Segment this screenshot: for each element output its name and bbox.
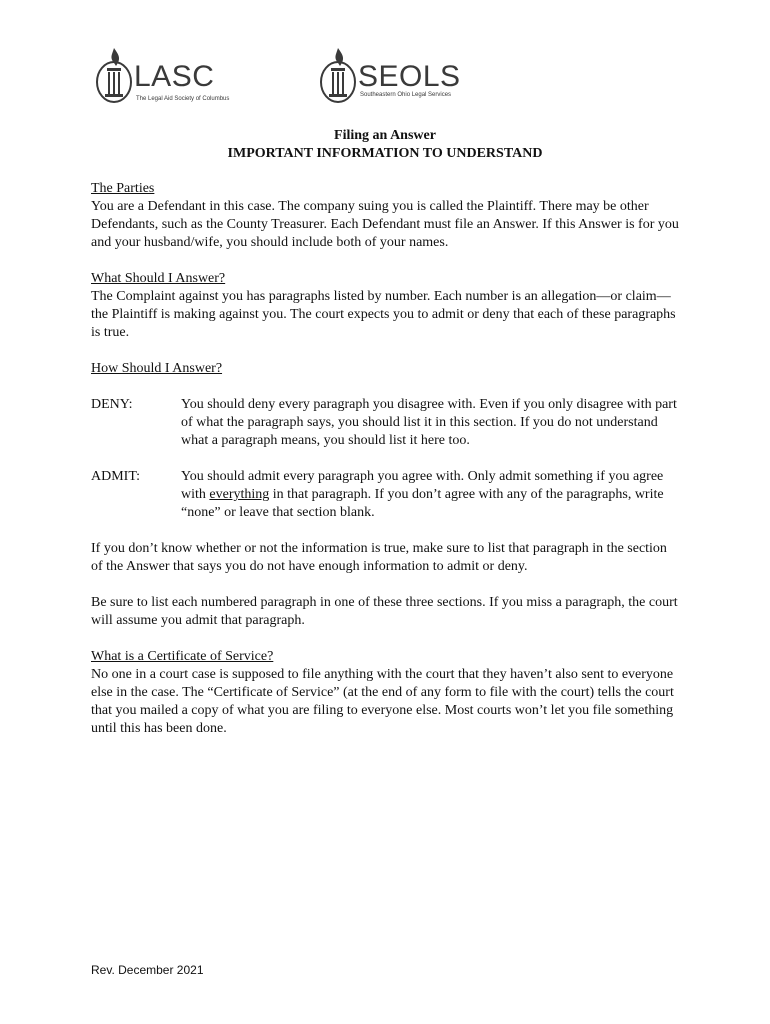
section-heading: What Should I Answer? (91, 271, 226, 286)
section-certificate (91, 648, 681, 738)
admit-item (91, 468, 681, 522)
seols-logo-name: SEOLS (358, 60, 461, 93)
section-heading: The Parties (91, 181, 155, 196)
admit-text-part-2: in that paragraph. If you don’t agree with any of the paragraphs, write “none” or leave that section blank. (181, 487, 664, 520)
document-body (91, 180, 681, 756)
section-text: You are a Defendant in this case. The company suing you is called the Plaintiff. There may be other Defendants, such as the County Treasurer. Each Defendant must file an Answer. If this Answer is for you and your husband/wife, you should include both of your names. (91, 199, 679, 250)
section-text: If you don’t know whether or not the information is true, make sure to list that paragraph in the section of the Answer that says you do not have enough information to admit or deny. (91, 541, 667, 574)
deny-item (91, 396, 681, 450)
section-text: No one in a court case is supposed to file anything with the court that they haven’t also sent to everyone else in the case. The “Certificate of Service” (at the end of any form to file with the court) tells the court that you mailed a copy of what you are filing to everyone else. Most courts won’t let you file something until this has been done. (91, 667, 674, 736)
lasc-logo-subtitle: The Legal Aid Society of Columbus (136, 96, 230, 102)
unknown-paragraph (91, 540, 681, 576)
admit-text-part-1: You should admit every paragraph you agree with. Only admit something if you agree with (181, 469, 664, 502)
torch-emblem-icon (94, 46, 134, 104)
title-line-1: Filing an Answer (334, 128, 436, 143)
lasc-logo (90, 44, 230, 108)
section-parties (91, 180, 681, 252)
admit-text (181, 468, 681, 522)
revision-footer: Rev. December 2021 (91, 963, 204, 977)
torch-emblem-icon (318, 46, 358, 104)
logo-header (90, 44, 510, 108)
section-heading: How Should I Answer? (91, 361, 223, 376)
title-line-2: IMPORTANT INFORMATION TO UNDERSTAND (227, 146, 543, 161)
admit-text-underlined: everything (209, 487, 270, 502)
seols-logo (314, 44, 461, 108)
section-text: The Complaint against you has paragraphs listed by number. Each number is an allegation—or claim—the Plaintiff is making against you. The court expects you to admit or deny that each of these paragraphs is true. (91, 289, 676, 340)
admit-label: ADMIT: (91, 469, 141, 484)
list-paragraph (91, 594, 681, 630)
section-heading: What is a Certificate of Service? (91, 649, 274, 664)
section-text: Be sure to list each numbered paragraph in one of these three sections. If you miss a paragraph, the court will assume you admit that paragraph. (91, 595, 678, 628)
deny-label: DENY: (91, 397, 133, 412)
lasc-logo-name: LASC (134, 60, 215, 93)
deny-text: You should deny every paragraph you disagree with. Even if you only disagree with part of what the paragraph says, you should list it in this section. If you do not understand what a paragraph means, you should list it here too. (181, 397, 677, 448)
document-title (0, 127, 770, 163)
section-what-answer (91, 270, 681, 342)
seols-logo-subtitle: Southeastern Ohio Legal Services (360, 92, 452, 98)
section-how-answer (91, 360, 681, 378)
